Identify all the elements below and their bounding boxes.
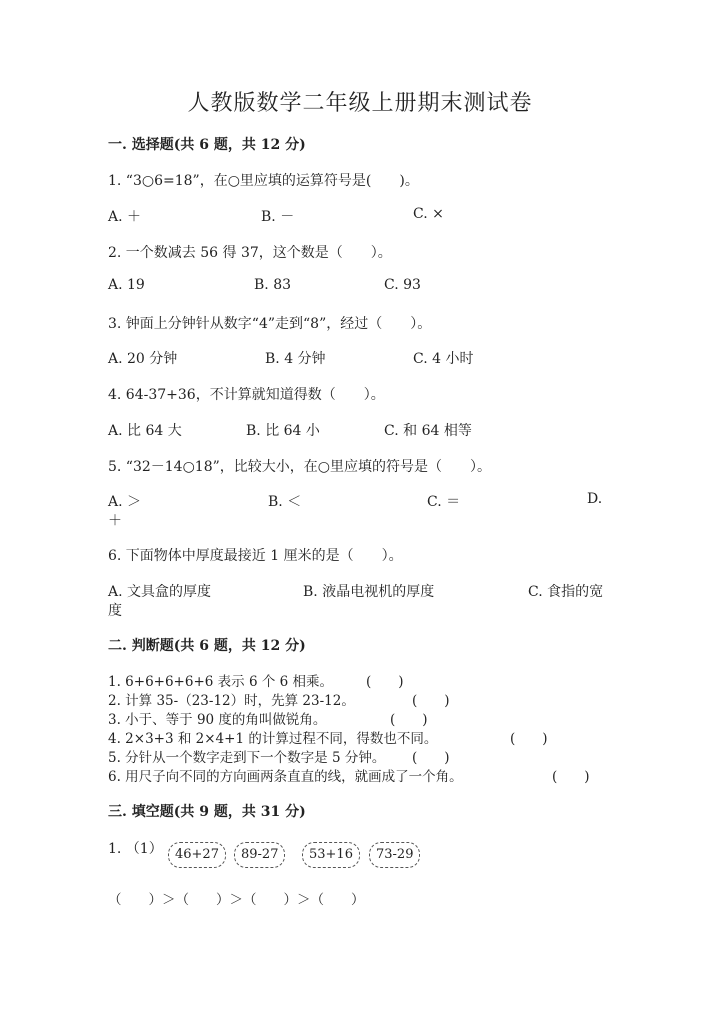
- option-c: C. ＝: [427, 494, 461, 510]
- section-heading-judge: 二. 判断题(共 6 题，共 12 分): [108, 638, 306, 654]
- option-a: A. 比 64 大: [108, 423, 182, 439]
- question-stem: 5. “32－14○18”，比较大小，在○里应填的符号是（ ）。: [108, 459, 491, 475]
- option-b: B. ＜: [268, 494, 302, 510]
- expression-chip: 53+16: [302, 842, 360, 868]
- expression-chip: 73-29: [369, 842, 420, 868]
- option-c: C. 4 小时: [413, 351, 474, 367]
- option-c-wrap: 度: [108, 603, 122, 619]
- option-a: A. 19: [108, 277, 145, 293]
- option-d: D.: [587, 491, 603, 507]
- option-a: A. 文具盒的厚度: [108, 584, 212, 600]
- expression-chip: 89-27: [234, 842, 285, 868]
- option-b: B. 液晶电视机的厚度: [303, 584, 435, 600]
- option-c: C. ×: [413, 206, 444, 222]
- option-a: A. 20 分钟: [108, 351, 178, 367]
- option-a: A. ＋: [108, 209, 142, 225]
- section-heading-choice: 一. 选择题(共 6 题，共 12 分): [108, 137, 306, 153]
- judge-item: 5. 分针从一个数字走到下一个数字是 5 分钟。: [108, 750, 386, 766]
- question-stem: 2. 一个数减去 56 得 37，这个数是（ ）。: [108, 245, 392, 261]
- judge-blank: ( ): [366, 674, 404, 690]
- option-b: B. 4 分钟: [265, 351, 326, 367]
- judge-blank: ( ): [552, 769, 590, 785]
- option-d-wrap: ＋: [108, 513, 122, 529]
- question-stem: 4. 64-37+36，不计算就知道得数（ ）。: [108, 387, 385, 403]
- option-c: C. 食指的宽: [528, 584, 604, 600]
- expression-chip: 46+27: [168, 842, 226, 868]
- question-stem: 6. 下面物体中厚度最接近 1 厘米的是（ ）。: [108, 548, 403, 564]
- judge-item: 4. 2×3+3 和 2×4+1 的计算过程不同，得数也不同。: [108, 731, 438, 747]
- judge-blank: ( ): [510, 731, 548, 747]
- option-b: B. 83: [254, 277, 292, 293]
- judge-item: 3. 小于、等于 90 度的角叫做锐角。: [108, 712, 327, 728]
- question-stem: 1. “3○6=18”，在○里应填的运算符号是( )。: [108, 173, 419, 189]
- option-b: B. －: [261, 209, 295, 225]
- option-c: C. 93: [384, 277, 421, 293]
- section-heading-fill: 三. 填空题(共 9 题，共 31 分): [108, 804, 306, 820]
- option-a: A. ＞: [108, 494, 142, 510]
- option-b: B. 比 64 小: [246, 423, 320, 439]
- question-stem: 3. 钟面上分钟针从数字“4”走到“8”，经过（ ）。: [108, 316, 432, 332]
- judge-blank: ( ): [412, 693, 450, 709]
- fill-question-label: 1. （1）: [108, 841, 163, 857]
- judge-item: 1. 6+6+6+6+6 表示 6 个 6 相乘。: [108, 674, 333, 690]
- judge-blank: ( ): [390, 712, 428, 728]
- judge-blank: ( ): [412, 750, 450, 766]
- judge-item: 2. 计算 35-（23-12）时，先算 23-12。: [108, 693, 355, 709]
- page-title: 人教版数学二年级上册期末测试卷: [187, 91, 533, 116]
- option-c: C. 和 64 相等: [384, 423, 472, 439]
- ordering-answer-line: （ ）＞（ ）＞（ ）＞（ ）: [108, 892, 365, 908]
- judge-item: 6. 用尺子向不同的方向画两条直直的线，就画成了一个角。: [108, 769, 463, 785]
